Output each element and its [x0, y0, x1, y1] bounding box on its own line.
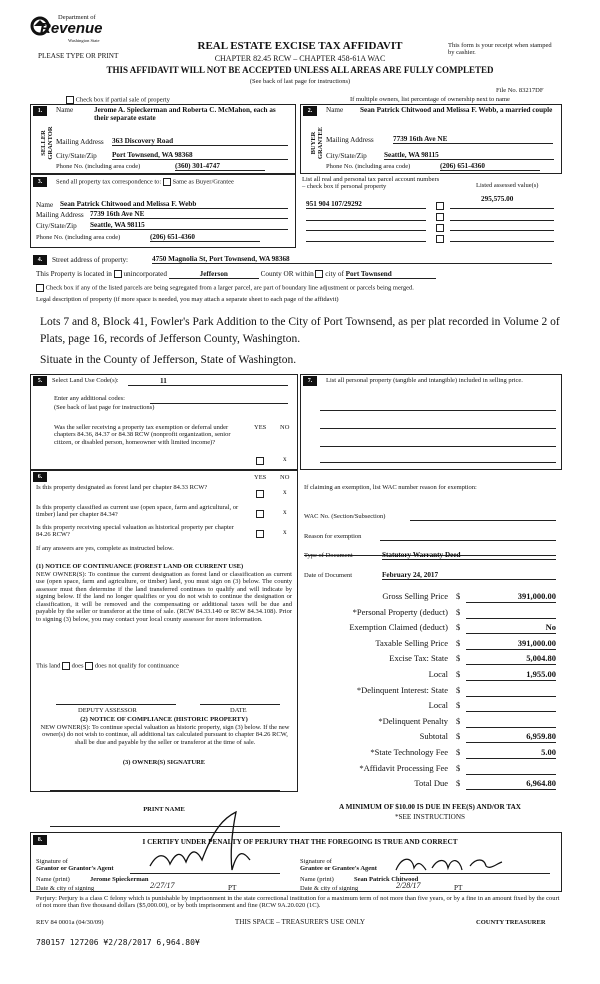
segregated-checkbox[interactable]: [36, 284, 44, 292]
situate-text: Situate in the County of Jefferson, State of Washington.: [40, 354, 297, 366]
forest-question: Is this property designated as forest land per chapter 84.33 RCW?: [36, 484, 208, 491]
additional-note: (See back of last page for instructions): [54, 404, 155, 411]
assessed-line-1: [450, 208, 554, 209]
s5-yes-checkbox[interactable]: [256, 457, 264, 465]
grantee-sig-label: [300, 858, 377, 873]
buyer-address: 7739 16th Ave NE: [393, 135, 553, 144]
financial-label: Exemption Claimed (deduct): [349, 622, 448, 633]
partial-sale-checkbox[interactable]: [66, 96, 74, 104]
see-instructions: *SEE INSTRUCTIONS: [394, 813, 466, 821]
section-3-badge: 3.: [33, 177, 47, 187]
located-row: [36, 270, 556, 279]
current-use-yes-checkbox[interactable]: [256, 510, 264, 518]
minimum-note: A MINIMUM OF $10.00 IS DUE IN FEE(S) AND/OR TAX: [339, 803, 521, 811]
grantor-name: Jerome Spieckerman: [90, 876, 149, 883]
street-label: Street address of property:: [52, 256, 129, 264]
additional-codes-line: [150, 403, 288, 404]
currency-sign: $: [456, 684, 461, 695]
section-8-badge: 8.: [33, 835, 47, 845]
same-as-buyer-checkbox[interactable]: [163, 178, 171, 186]
notice2-text: NEW OWNER(S): To continue special valuation as historic property, sign (3) below. If the new owner(s) do not wish to continue, all additional tax calculated pursuant to chapter 84.26 RCW, shall be due and payable by the seller or transferor at the time of sale.: [40, 724, 290, 746]
notice1-title: (1) NOTICE OF CONTINUANCE (FOREST LAND OR CURRENT USE): [36, 563, 244, 570]
does-not-checkbox[interactable]: [85, 662, 93, 670]
financial-label: *State Technology Fee: [370, 747, 448, 757]
buyer-phone: (206) 651-4360: [440, 162, 540, 171]
same-as-buyer-label: Same as Buyer/Grantee: [172, 178, 234, 186]
land-use-label: Select Land Use Code(s):: [52, 377, 119, 384]
section-6-badge: 6.: [33, 472, 47, 482]
parcel-checkbox-3[interactable]: [436, 224, 444, 232]
seller-phone-label: Phone No. (including area code): [56, 163, 141, 170]
financial-label: *Delinquent Penalty: [378, 715, 448, 726]
send-label: [56, 178, 234, 186]
grantee-date: 2/28/17: [396, 881, 421, 890]
unincorporated-checkbox[interactable]: [114, 270, 122, 278]
seller-name-label: Name: [56, 106, 74, 114]
section-7-badge: 7.: [303, 376, 317, 386]
parcel-checkbox-1[interactable]: [436, 202, 444, 210]
pp-line-2: [320, 428, 556, 429]
reason-line: [380, 540, 556, 541]
seller-address: 363 Discovery Road: [112, 137, 288, 146]
currency-sign: $: [456, 637, 461, 648]
wac-line: [410, 520, 556, 521]
grantee-sig-label-1: Signature of: [300, 858, 332, 865]
additional-codes-label: Enter any additional codes:: [54, 395, 125, 402]
land-use-line: [128, 385, 288, 386]
currency-sign: $: [456, 591, 461, 601]
print-name-label: PRINT NAME: [143, 806, 185, 813]
located-in-label: This Property is located in: [36, 270, 112, 278]
parcel-line-3: [306, 230, 426, 231]
forest-no-mark: x: [283, 488, 287, 496]
deputy-line: [56, 704, 176, 705]
seller-name: Jerome A. Spieckerman and Roberta C. McMahon, each as their separate estate: [94, 106, 276, 123]
parcel-list-label: List all real and personal tax parcel account numbers – check box if personal property: [302, 176, 440, 191]
parcel-checkbox-4[interactable]: [436, 235, 444, 243]
treasurer-only: THIS SPACE – TREASURER'S USE ONLY: [234, 918, 366, 926]
does-not-label: does not qualify for continuance: [94, 662, 179, 670]
dept-line1: Department of: [58, 14, 96, 21]
segregated-row: [36, 284, 566, 292]
s6-yes: YES: [254, 474, 267, 481]
city-value: Port Townsend: [346, 270, 436, 279]
currency-sign: $: [456, 606, 461, 617]
s6-no: NO: [280, 474, 290, 481]
corr-phone-label: Phone No. (including area code): [36, 234, 121, 241]
corr-name-label: Name: [36, 201, 54, 209]
financial-label: Taxable Selling Price: [375, 637, 448, 648]
exemption-question: Was the seller receiving a property tax exemption or deferral under chapters 84.36, 84.37 or 84.38 RCW (nonprofit organization, senior citizen, or disabled person, homeowner with limited income)?: [54, 424, 231, 446]
doc-type-label: Type of Document: [304, 552, 353, 559]
parcel-checkbox-2[interactable]: [436, 213, 444, 221]
receipt-stamp: 780157 127206 ¥2/28/2017 6,964.80¥: [36, 938, 200, 947]
assessed-line-2: [450, 220, 554, 221]
financial-value: [466, 700, 556, 712]
financial-label: Excise Tax: State: [389, 653, 448, 664]
does-label: does: [71, 662, 84, 670]
grantor-sig-label-1: Signature of: [36, 858, 68, 865]
section-2-badge: 2.: [303, 106, 317, 116]
exemption-claim-label: If claiming an exemption, list WAC number reason for exemption:: [304, 484, 477, 491]
assessed-value: 295,575.00: [481, 195, 514, 203]
unincorporated-label: unincorporated: [123, 270, 167, 278]
deputy-label: DEPUTY ASSESSOR: [78, 707, 137, 714]
seller-address-label: Mailing Address: [56, 138, 104, 146]
grantor-date-label: Date & city of signing: [36, 885, 95, 892]
corr-city-label: City/State/Zip: [36, 222, 77, 230]
county-treasurer: COUNTY TREASURER: [476, 919, 546, 926]
financial-value: [466, 763, 556, 775]
grantor-city: PT: [228, 884, 237, 892]
currency-sign: $: [456, 778, 461, 789]
financial-value: [466, 685, 556, 697]
owner-signature-line: [50, 790, 280, 791]
financial-value: 391,000.00: [466, 638, 556, 650]
file-no: File No. 83217DF: [496, 87, 544, 94]
section-5-badge: 5.: [33, 376, 47, 386]
segregated-label: Check box if any of the listed parcels are being segregated from a larger parcel, are part of boundary line adjustment or parcels being merged.: [45, 284, 414, 292]
street-address: 4750 Magnolia St, Port Townsend, WA 98368: [152, 255, 552, 264]
doc-type: Statutory Warranty Deed: [382, 551, 556, 560]
forest-yes-checkbox[interactable]: [256, 490, 264, 498]
financial-label: *Personal Property (deduct): [352, 606, 448, 617]
form-title: REAL ESTATE EXCISE TAX AFFIDAVIT: [197, 40, 403, 52]
doc-date: February 24, 2017: [382, 571, 556, 580]
financial-value: [466, 716, 556, 728]
notice1-text: NEW OWNER(S): To continue the current designation as forest land or classification as current use (open space, farm and agriculture, or timber) land, you must sign on (3) below. The county assessor must then determine if the land transferred continues to qualify and will indicate by signing below. If the land no longer qualifies or you do not wish to continue the designation or classification, it will be removed and the compensating or additional taxes will be due and payable by the seller or transferor at the time of sale. (RCW 84.33.140 or RCW 84.34.108). Prior to signing (3) below, you may contact your local county assessor for more information.: [36, 571, 292, 623]
currency-sign: $: [456, 700, 461, 711]
grantor-name-label: Name (print): [36, 876, 70, 883]
seller-side-label: SELLER GRANTOR: [40, 126, 54, 160]
land-use-section: [30, 374, 298, 470]
seller-city-label: City/State/Zip: [56, 152, 97, 160]
corr-city: Seattle, WA 98115: [90, 221, 288, 230]
financial-value: 5.00: [466, 747, 556, 759]
corr-phone: (206) 651-4360: [150, 233, 260, 242]
buyer-city-label: City/State/Zip: [326, 152, 367, 160]
financial-value: No: [466, 622, 556, 634]
dept-logo-text: Revenue: [40, 20, 103, 37]
personal-property-label: List all personal property (tangible and intangible) included in selling price.: [326, 377, 523, 384]
grantor-sig-label: [36, 858, 114, 873]
financial-value: 1,955.00: [466, 669, 556, 681]
financial-label: Local: [428, 669, 448, 679]
financial-label: Total Due: [414, 778, 448, 789]
partial-sale-label: Check box if partial sale of property: [75, 96, 170, 104]
financial-value: 391,000.00: [466, 591, 556, 603]
multiple-owners: If multiple owners, list percentage of ownership next to name: [350, 96, 510, 103]
partial-sale-row: [66, 96, 170, 104]
wac-label: WAC No. (Section/Subsection): [304, 513, 386, 520]
city-of-label: city of: [325, 270, 344, 278]
perjury-text: Perjury: Perjury is a class C felony which is punishable by imprisonment in the state correctional institution for a maximum term of not more than five years, or by a fine in an amount fixed by the court of not more than five thousand dollars ($5,000.00), or by both imprisonment and fine (RCW 9A.20.020 (1C).: [36, 895, 560, 910]
currency-sign: $: [456, 669, 461, 679]
buyer-name: Sean Patrick Chitwood and Melissa F. Webb, a married couple: [360, 106, 553, 114]
parcel-line-2: [306, 220, 426, 221]
assessed-line-3: [450, 230, 554, 231]
pp-line-3: [320, 446, 556, 447]
does-checkbox[interactable]: [62, 662, 70, 670]
s5-yes: YES: [254, 424, 267, 431]
certify-text: I CERTIFY UNDER PENALTY OF PERJURY THAT THE FOREGOING IS TRUE AND CORRECT: [142, 838, 458, 846]
assessed-label: Listed assessed value(s): [476, 182, 539, 189]
financial-label: Subtotal: [419, 731, 448, 742]
date-line: [200, 704, 280, 705]
pp-line-4: [320, 462, 556, 463]
buyer-name-label: Name: [326, 106, 344, 114]
corr-address-label: Mailing Address: [36, 211, 84, 219]
grantee-name-label: Name (print): [300, 876, 334, 883]
grantee-sig-label-2: Grantee or Grantee's Agent: [300, 865, 377, 873]
this-land-row: [36, 662, 179, 670]
currency-sign: $: [456, 731, 461, 742]
grantor-signature: [140, 808, 300, 878]
personal-property-section: [300, 374, 562, 470]
county-value: Jefferson: [169, 270, 259, 279]
grantor-sig-label-2: Grantor or Grantor's Agent: [36, 865, 114, 873]
reason-label: Reason for exemption: [304, 533, 362, 540]
financial-label: *Affidavit Processing Fee: [359, 762, 448, 773]
rev-number: REV 84 0001a (04/30/09): [36, 919, 104, 926]
financial-value: 5,004.80: [466, 653, 556, 665]
seller-city: Port Townsend, WA 98368: [112, 151, 288, 160]
section-4-badge: 4.: [33, 255, 47, 265]
current-use-no-mark: x: [283, 508, 287, 516]
historic-no-mark: x: [283, 528, 287, 536]
financial-value: 6,959.80: [466, 731, 556, 743]
buyer-side-label: BUYER GRANTEE: [310, 126, 324, 160]
please-type: PLEASE TYPE OR PRINT: [38, 52, 119, 60]
grantee-date-label: Date & city of signing: [300, 885, 359, 892]
doc-date-label: Date of Document: [304, 572, 353, 579]
receipt-note: This form is your receipt when stamped by cashier.: [448, 42, 552, 57]
grantee-name: Sean Patrick Chitwood: [354, 876, 419, 883]
financial-value: 6,964.80: [466, 778, 556, 790]
buyer-address-label: Mailing Address: [326, 136, 374, 144]
notice2-title: (2) NOTICE OF COMPLIANCE (HISTORIC PROPERTY): [80, 716, 248, 723]
pp-line-1: [320, 410, 556, 411]
buyer-city: Seattle, WA 98115: [384, 151, 554, 160]
s5-no: NO: [280, 424, 290, 431]
currency-sign: $: [456, 747, 461, 757]
send-label-text: Send all property tax correspondence to:: [56, 178, 162, 186]
form-chapter: CHAPTER 82.45 RCW – CHAPTER 458-61A WAC: [214, 54, 386, 63]
currency-sign: $: [456, 653, 461, 664]
currency-sign: $: [456, 622, 461, 633]
financial-label: Gross Selling Price: [382, 591, 448, 601]
if-yes-note: If any answers are yes, complete as instructed below.: [36, 545, 174, 552]
dept-state: Washington State: [68, 38, 100, 43]
grantor-date: 2/27/17: [150, 881, 175, 890]
city-checkbox[interactable]: [315, 270, 323, 278]
this-land-label: This land: [36, 662, 61, 670]
section-1-badge: 1.: [33, 106, 47, 116]
historic-yes-checkbox[interactable]: [256, 530, 264, 538]
county-or-label: County OR within: [260, 270, 314, 278]
seller-phone: (360) 301-4747: [175, 162, 265, 171]
land-use-code: 11: [160, 377, 167, 385]
parcel-line-4: [306, 241, 426, 242]
buyer-phone-label: Phone No. (including area code): [326, 163, 411, 170]
corr-address: 7739 16th Ave NE: [90, 210, 288, 219]
corr-name: Sean Patrick Chitwood and Melissa F. Webb: [60, 200, 288, 209]
currency-sign: $: [456, 762, 461, 773]
legal-description: Lots 7 and 8, Block 41, Fowler's Park Addition to the City of Port Townsend, as per plat recorded in Volume 2 of Plats, page 16, records of Jefferson County, Washington.: [40, 316, 560, 345]
currency-sign: $: [456, 715, 461, 726]
assessed-line-4: [450, 241, 554, 242]
financial-label: *Delinquent Interest: State: [356, 684, 448, 695]
parcel-number: 951 904 107/29292: [306, 200, 426, 209]
financial-value: [466, 607, 556, 619]
legal-label: Legal description of property (if more space is needed, you may attach a separate sheet to each page of the affidavit): [36, 296, 339, 303]
grantee-signature: [390, 850, 510, 880]
see-back: (See back of last page for instructions): [249, 78, 351, 85]
grantee-city: PT: [454, 884, 463, 892]
current-use-question: Is this property classified as current use (open space, farm and agricultural, or timber) land per chapter 84.34?: [36, 504, 239, 519]
form-warning: THIS AFFIDAVIT WILL NOT BE ACCEPTED UNLESS ALL AREAS ARE FULLY COMPLETED: [106, 65, 494, 75]
historic-question: Is this property receiving special valuation as historical property per chapter 84.26 RCW?: [36, 524, 234, 539]
s5-no-mark: x: [283, 455, 287, 463]
financial-label: Local: [428, 700, 448, 711]
date-label: DATE: [230, 707, 247, 714]
owner-signature-label: (3) OWNER(S) SIGNATURE: [122, 759, 206, 766]
